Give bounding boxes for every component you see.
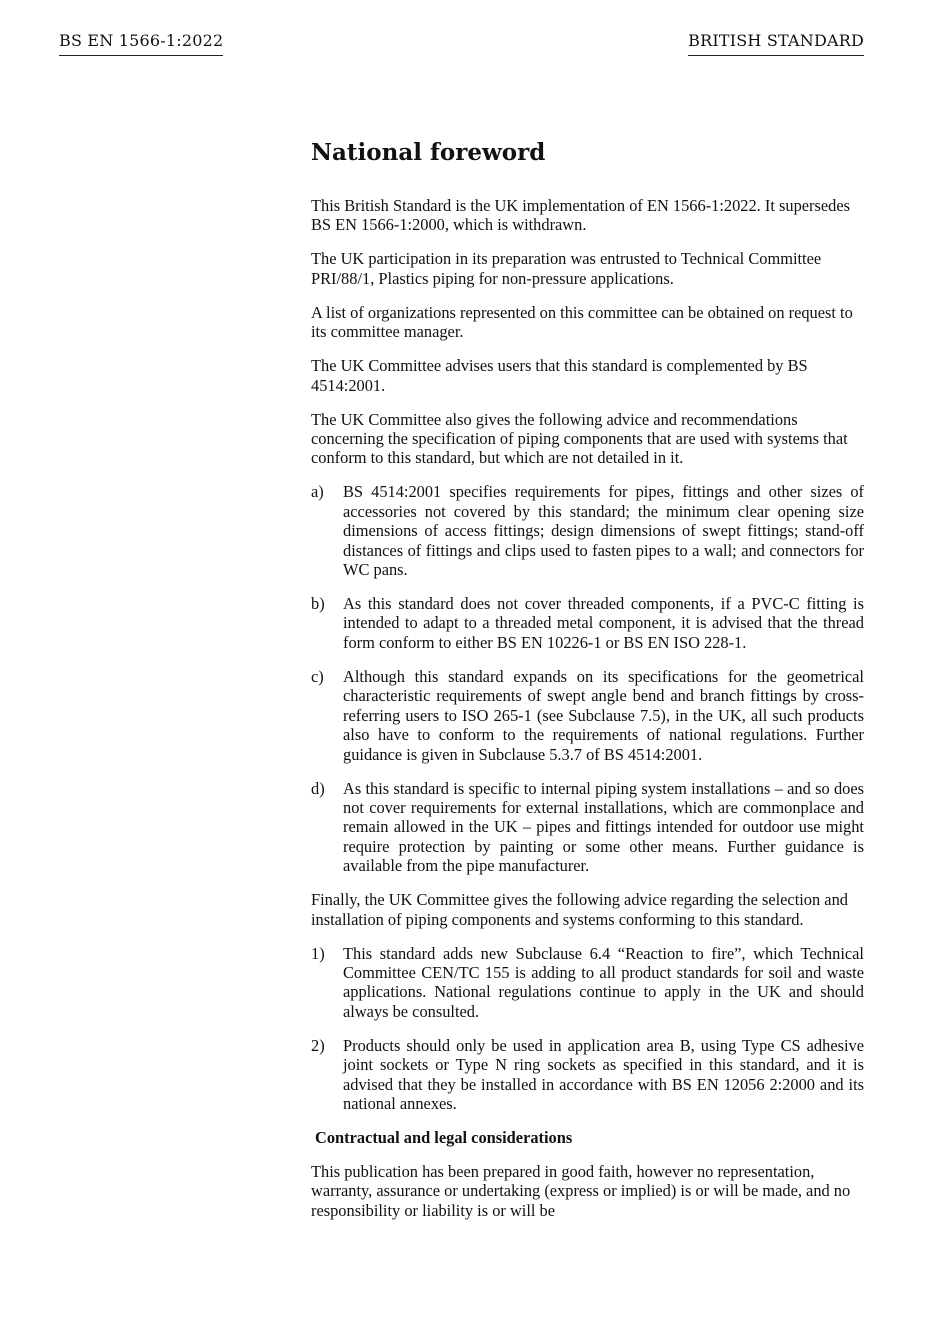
list-item-a: [311, 482, 864, 579]
header-publisher-label: BRITISH STANDARD: [688, 31, 864, 56]
paragraph-implementation: This British Standard is the UK implementation of EN 1566-1:2022. It supersedes BS EN 1566-1:2000, which is withdrawn.: [311, 196, 850, 235]
paragraph-advice: The UK Committee also gives the following advice and recommendations concerning the specification of piping components that are used with systems that conform to this standard, but which are not detailed in it.: [311, 409, 848, 468]
list-item-label: 2): [311, 1035, 325, 1055]
list-item-label: 1): [311, 943, 325, 963]
list-item-b: [311, 594, 864, 652]
list-item-1: [311, 944, 864, 1022]
list-item-label: a): [311, 482, 324, 502]
list-item-d: [311, 779, 864, 876]
list-item-label: c): [311, 666, 324, 686]
list-item-text: BS 4514:2001 specifies requirements for pipes, fittings and other sizes of accessories not covered by this standard; the minimum clear opening size dimensions of access fittings; design dimensions of swept fittings; stand-off distances of fittings and clips used to fasten pipes to a wall; and connectors for WC pans.: [343, 482, 864, 580]
list-item-text: As this standard is specific to internal piping system installations – and so does not cover requirements for external installations, which are commonplace and remain allowed in the UK – pipes and fittings intended for outdoor use might require protection by painting or some other means. Further guidance is available from the pipe manufacturer.: [343, 778, 864, 876]
list-item-text: As this standard does not cover threaded components, if a PVC-C fitting is intended to adapt to a threaded metal component, it is advised that the thread form conform to either BS EN 10226-1 or BS EN ISO 228-1.: [343, 594, 864, 652]
list-item-text: This standard adds new Subclause 6.4 “Reaction to fire”, which Technical Committee CEN/TC 155 is adding to all product standards for soil and waste applications. National regulations continue to apply in the UK and should always be consulted.: [343, 943, 864, 1021]
paragraph-final-advice: Finally, the UK Committee gives the following advice regarding the selection and installation of piping components and systems conforming to this standard.: [311, 890, 848, 929]
list-item-text: Although this standard expands on its specifications for the geometrical characteristic requirements of swept angle bend and branch fittings by cross-referring users to ISO 265-1 (see Subclause 7.5), in the UK, all such products also have to conform to the requirements of national regulations. Further guidance is given in Subclause 5.3.7 of BS 4514:2001.: [343, 666, 864, 764]
page-title: National foreword: [311, 139, 546, 166]
page-body: [311, 138, 864, 1235]
paragraph-legal: This publication has been prepared in good faith, however no representation, warranty, assurance or undertaking (express or implied) is or will be made, and no responsibility or liability is or will be: [311, 1161, 851, 1220]
paragraph-organizations: A list of organizations represented on this committee can be obtained on request to its committee manager.: [311, 302, 853, 342]
paragraph-complemented: The UK Committee advises users that this standard is complemented by BS 4514:2001.: [311, 356, 808, 395]
header-document-number: BS EN 1566-1:2022: [59, 31, 223, 56]
paragraph-participation: The UK participation in its preparation was entrusted to Technical Committee PRI/88/1, Plastics piping for non-pressure applications.: [311, 249, 822, 288]
list-item-label: d): [311, 778, 325, 798]
list-item-label: b): [311, 594, 325, 614]
list-item-text: Products should only be used in application area B, using Type CS adhesive joint sockets or Type N ring sockets as specified in this standard, and it is advised that they be installed in accordance with BS EN 12056 2:2000 and its national annexes.: [343, 1035, 864, 1113]
list-item-c: [311, 667, 864, 764]
section-heading-contractual: Contractual and legal considerations: [315, 1127, 573, 1147]
list-item-2: [311, 1036, 864, 1114]
